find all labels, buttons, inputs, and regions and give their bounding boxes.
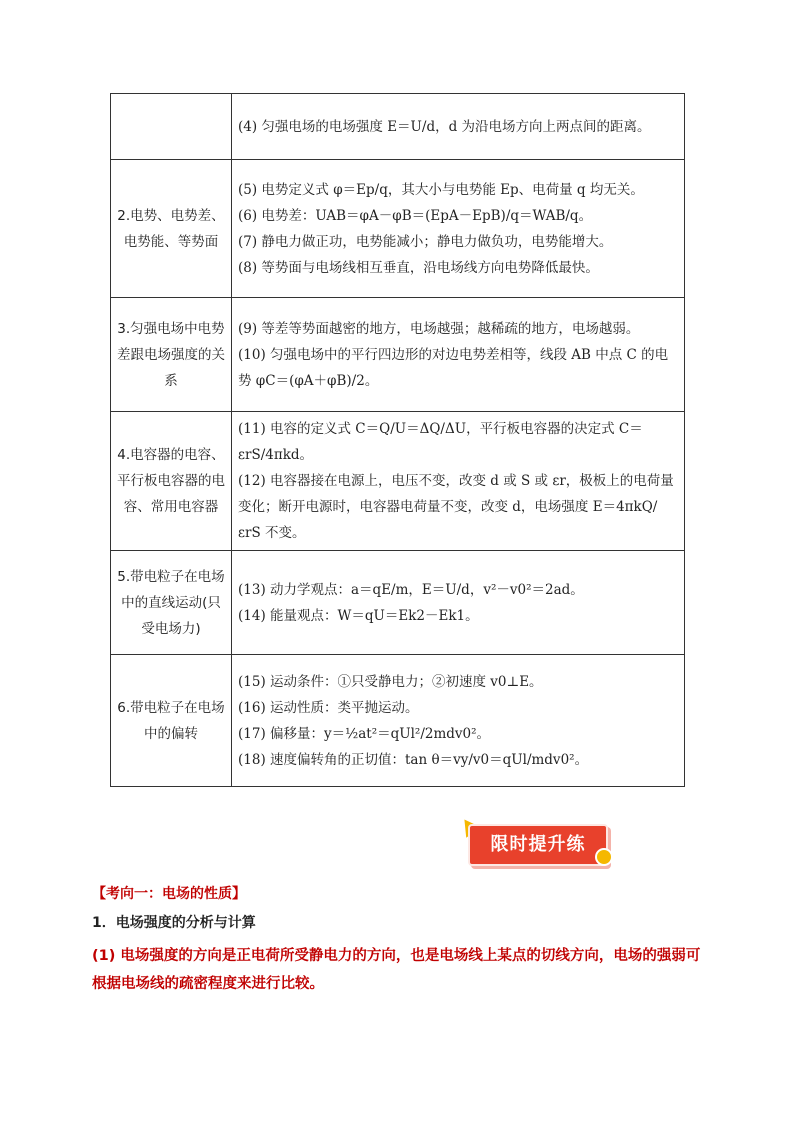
section-paragraph: (1) 电场强度的方向是正电荷所受静电力的方向，也是电场线上某点的切线方向，电场的强弱可根据电场线的疏密程度来进行比较。 <box>92 948 701 992</box>
category-cell: 4.电容器的电容、平行板电容器的电容、常用电容器 <box>111 412 232 551</box>
timed-practice-badge <box>460 818 615 868</box>
list-item: (11) 电容的定义式 C＝Q/U＝ΔQ/ΔU，平行板电容器的决定式 C＝εrS/4πkd。 <box>238 421 643 463</box>
list-item: (13) 动力学观点：a＝qE/m，E＝U/d，v²－v0²＝2ad。 <box>238 581 584 598</box>
category-cell: 3.匀强电场中电势差跟电场强度的关系 <box>111 298 232 412</box>
list-item: (9) 等差等势面越密的地方，电场越强；越稀疏的地方，电场越弱。 <box>238 320 640 337</box>
list-item: (15) 运动条件：①只受静电力；②初速度 v0⊥E。 <box>238 673 543 690</box>
category-cell: 2.电势、电势差、电势能、等势面 <box>111 160 232 298</box>
section-subheading: 1．电场强度的分析与计算 <box>92 915 256 931</box>
list-item: (17) 偏移量：y＝½at²＝qUl²/2mdv0²。 <box>238 725 491 742</box>
category-cell <box>111 94 232 160</box>
content-cell <box>232 655 685 787</box>
table-row <box>111 94 685 160</box>
list-item: (10) 匀强电场中的平行四边形的对边电势差相等，线段 AB 中点 C 的电势 φC＝(φA＋φB)/2。 <box>238 346 669 389</box>
list-item: (7) 静电力做正功，电势能减小；静电力做负功，电势能增大。 <box>238 233 613 250</box>
category-cell: 5.带电粒子在电场中的直线运动(只受电场力) <box>111 551 232 655</box>
table-row <box>111 160 685 298</box>
badge-label: 限时提升练 <box>490 834 586 855</box>
section-heading: 【考向一：电场的性质】 <box>92 886 246 902</box>
list-item: (4) 匀强电场的电场强度 E＝U/d，d 为沿电场方向上两点间的距离。 <box>238 118 651 135</box>
badge-box <box>468 824 608 866</box>
list-item: (8) 等势面与电场线相互垂直，沿电场线方向电势降低最快。 <box>238 259 599 276</box>
table-row <box>111 298 685 412</box>
content-cell <box>232 551 685 655</box>
list-item: (6) 电势差：UAB＝φA－φB＝(EpA－EpB)/q＝WAB/q。 <box>238 207 593 224</box>
content-cell <box>232 160 685 298</box>
table-row <box>111 655 685 787</box>
content-cell <box>232 412 685 551</box>
content-cell <box>232 94 685 160</box>
list-item: (12) 电容器接在电源上，电压不变，改变 d 或 S 或 εr，极板上的电荷量变化；断开电源时，电容器电荷量不变，改变 d，电场强度 E＝4πkQ/εrS 不变。 <box>238 473 674 541</box>
list-item: (14) 能量观点：W＝qU＝Ek2－Ek1。 <box>238 607 479 624</box>
list-item: (18) 速度偏转角的正切值：tan θ＝vy/v0＝qUl/mdv0²。 <box>238 751 589 768</box>
table-row <box>111 412 685 551</box>
table-row <box>111 551 685 655</box>
knowledge-table <box>110 93 685 787</box>
list-item: (5) 电势定义式 φ＝Ep/q，其大小与电势能 Ep、电荷量 q 均无关。 <box>238 181 644 198</box>
content-cell <box>232 298 685 412</box>
category-cell: 6.带电粒子在电场中的偏转 <box>111 655 232 787</box>
dot-icon <box>595 848 613 866</box>
list-item: (16) 运动性质：类平抛运动。 <box>238 699 419 716</box>
